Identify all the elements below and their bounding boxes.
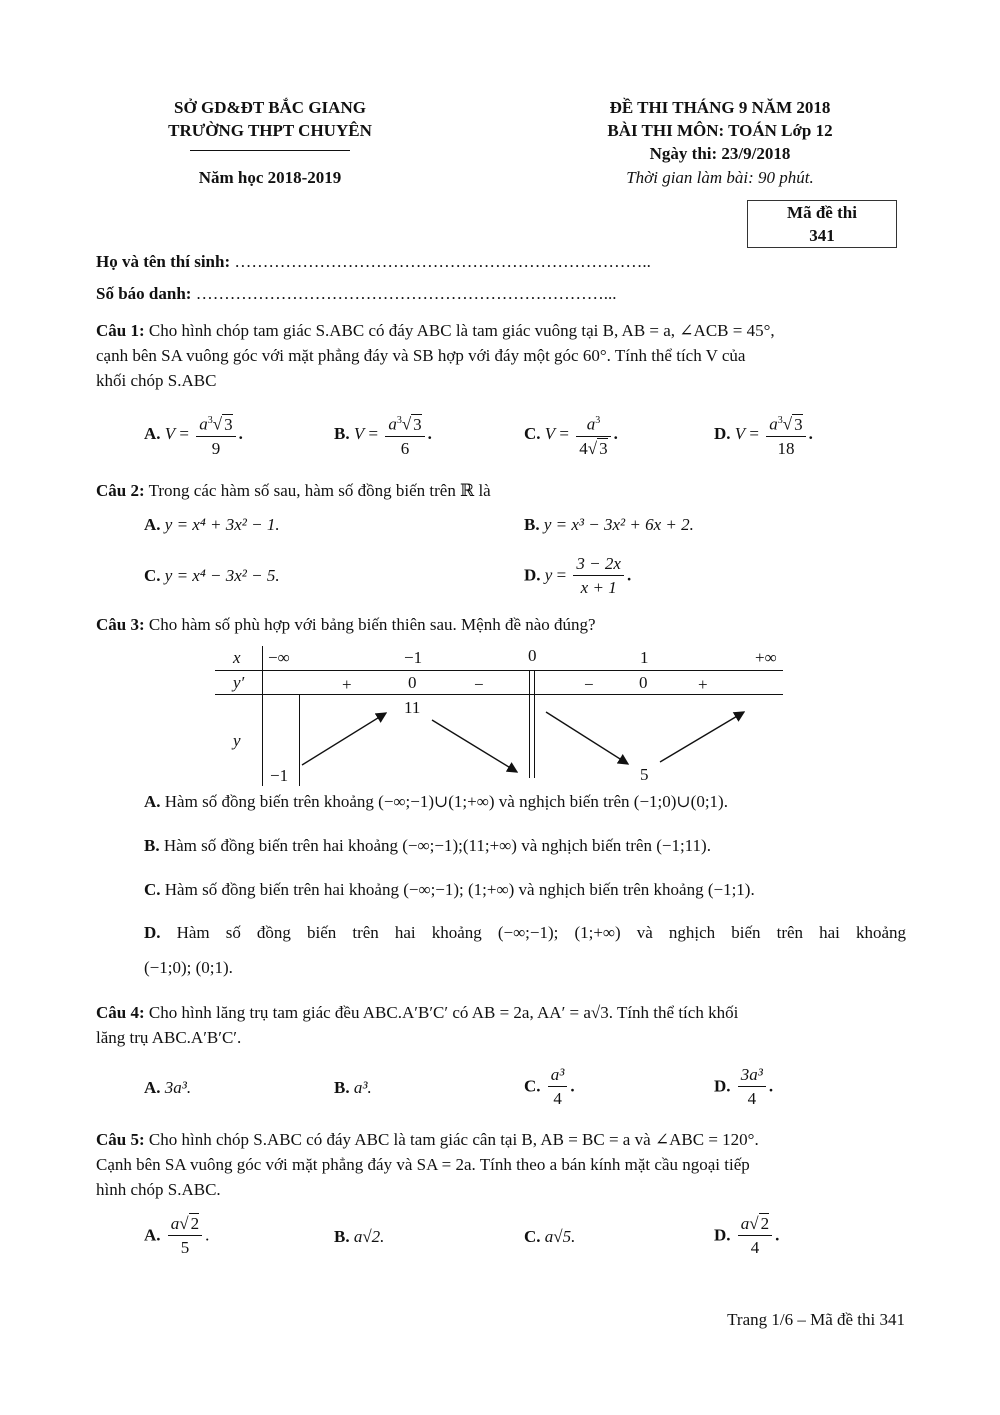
- table-y-label: y: [233, 731, 241, 750]
- x-value-0: 0: [528, 646, 537, 665]
- q3-option-a[interactable]: A. Hàm số đồng biến trên khoảng (−∞;−1)∪(1;+∞) và nghịch biến trên (−1;0)∪(0;1).: [144, 792, 728, 811]
- yprime-zero-2: 0: [639, 673, 648, 692]
- q2-option-b[interactable]: B. y = x³ − 3x² + 6x + 2.: [524, 515, 694, 534]
- candidate-name-dots: ………………………………………………………………..: [234, 252, 651, 271]
- q2-option-a[interactable]: A. y = x⁴ + 3x² − 1.: [144, 515, 280, 534]
- exam-title: ĐỀ THI THÁNG 9 NĂM 2018: [609, 98, 831, 117]
- q1-option-a[interactable]: A. V = $\frac{a^3√ 3}{9}$ .: [144, 410, 243, 461]
- q5-option-d[interactable]: D. $\frac{a√ 2}{4}$ .: [714, 1214, 780, 1257]
- q5-text-line1: Cho hình chóp S.ABC có đáy ABC là tam giác cân tại B, AB = BC = a và ∠ABC = 120°.: [148, 1130, 759, 1149]
- table-yprime-label: y′: [233, 673, 245, 692]
- q5-text-line3: hình chóp S.ABC.: [96, 1180, 221, 1199]
- candidate-id-dots: ………………………………………………………………...: [195, 284, 617, 303]
- q2-option-c[interactable]: C. y = x⁴ − 3x² − 5.: [144, 566, 280, 585]
- x-value-1: 1: [640, 648, 649, 667]
- exam-code-value: 341: [809, 226, 835, 245]
- q3-label: Câu 3:: [96, 615, 145, 634]
- x-value-neg-inf: −∞: [268, 648, 290, 667]
- y-value-left: −1: [270, 766, 289, 785]
- school-year: Năm học 2018-2019: [198, 168, 342, 187]
- yprime-sign-1: +: [342, 675, 352, 694]
- q5-label: Câu 5:: [96, 1130, 145, 1149]
- q2-label: Câu 2:: [96, 481, 145, 500]
- question-5: [96, 1127, 906, 1202]
- candidate-name-label: Họ và tên thí sinh:: [96, 252, 231, 271]
- q1-option-d[interactable]: D. V = $\frac{a^3√ 3}{18}$ .: [714, 410, 813, 461]
- yprime-zero-1: 0: [408, 673, 417, 692]
- q1-label: Câu 1:: [96, 321, 145, 340]
- q3-option-d[interactable]: D. Hàm số đồng biến trên hai khoảng (−∞;−1); (1;+∞) và nghịch biến trên hai khoảng: [144, 923, 906, 942]
- yprime-sign-2: −: [474, 675, 484, 694]
- q1-text-line3: khối chóp S.ABC: [96, 371, 217, 390]
- q5-option-b[interactable]: B. a√2.: [334, 1227, 385, 1246]
- yprime-sign-4: +: [698, 675, 708, 694]
- q1-text-line2: cạnh bên SA vuông góc với mặt phẳng đáy và SB hợp với đáy một góc 60°. Tính thể tích V của: [96, 346, 746, 365]
- question-4: [96, 1000, 906, 1050]
- exam-date: Ngày thi: 23/9/2018: [649, 144, 791, 163]
- q3-text: Cho hàm số phù hợp với bảng biến thiên sau. Mệnh đề nào đúng?: [148, 615, 596, 634]
- arrow-up-1: [302, 713, 386, 765]
- q2-option-d[interactable]: D. y = $\frac{3 - 2x}{x + 1}$ .: [524, 554, 632, 597]
- x-value-pos-inf: +∞: [755, 648, 777, 667]
- q5-option-a[interactable]: A. $\frac{a√ 2}{5}$ .: [144, 1214, 210, 1257]
- q3-option-b[interactable]: B. Hàm số đồng biến trên hai khoảng (−∞;−1);(11;+∞) và nghịch biến trên (−1;11).: [144, 836, 711, 855]
- yprime-sign-3: −: [584, 675, 594, 694]
- q4-option-b[interactable]: B. a³.: [334, 1078, 372, 1097]
- q4-label: Câu 4:: [96, 1003, 145, 1022]
- q4-option-a[interactable]: A. 3a³.: [144, 1078, 192, 1097]
- q3-option-d-cont: (−1;0); (0;1).: [144, 958, 233, 977]
- arrow-down-2: [546, 712, 628, 764]
- x-value-neg-1: −1: [404, 648, 423, 667]
- y-value-min: 5: [640, 765, 649, 784]
- q4-text-line2: lăng trụ ABC.A′B′C′.: [96, 1028, 242, 1047]
- exam-duration: Thời gian làm bài: 90 phút.: [626, 168, 814, 187]
- q1-text-line1: Cho hình chóp tam giác S.ABC có đáy ABC là tam giác vuông tại B, AB = a, ∠ACB = 45°,: [148, 321, 775, 340]
- q4-text-line1: Cho hình lăng trụ tam giác đều ABC.A′B′C′ có AB = 2a, AA′ = a√3. Tính thể tích khối: [148, 1003, 739, 1022]
- q2-text: Trong các hàm số sau, hàm số đồng biến trên ℝ là: [148, 481, 491, 500]
- q1-option-c[interactable]: C. V = $\frac{a^3}{4√ 3}$ .: [524, 410, 618, 461]
- exam-subject: BÀI THI MÔN: TOÁN Lớp 12: [607, 121, 833, 140]
- page-footer: Trang 1/6 – Mã đề thi 341: [727, 1310, 905, 1329]
- q4-option-c[interactable]: C. $\frac{\text{a³}}{4}$ .: [524, 1065, 575, 1108]
- arrow-up-2: [660, 712, 744, 762]
- arrow-down-1: [432, 720, 517, 772]
- exam-code-label: Mã đề thi: [787, 203, 857, 222]
- school-department: SỞ GD&ĐT BẮC GIANG: [174, 98, 366, 117]
- school-name: TRƯỜNG THPT CHUYÊN: [168, 121, 372, 140]
- q4-option-d[interactable]: D. $\frac{\text{3a³}}{4}$ .: [714, 1065, 774, 1108]
- candidate-id-label: Số báo danh:: [96, 284, 192, 303]
- q3-option-c[interactable]: C. Hàm số đồng biến trên hai khoảng (−∞;−1); (1;+∞) và nghịch biến trên khoảng (−1;1).: [144, 880, 755, 899]
- table-x-label: x: [233, 648, 241, 667]
- y-value-max: 11: [404, 698, 421, 717]
- q5-text-line2: Cạnh bên SA vuông góc với mặt phẳng đáy và SA = 2a. Tính theo a bán kính mặt cầu ngoại tiếp: [96, 1155, 750, 1174]
- q1-option-b[interactable]: B. V = $\frac{a^3√ 3}{6}$ .: [334, 410, 432, 461]
- q5-option-c[interactable]: C. a√5.: [524, 1227, 576, 1246]
